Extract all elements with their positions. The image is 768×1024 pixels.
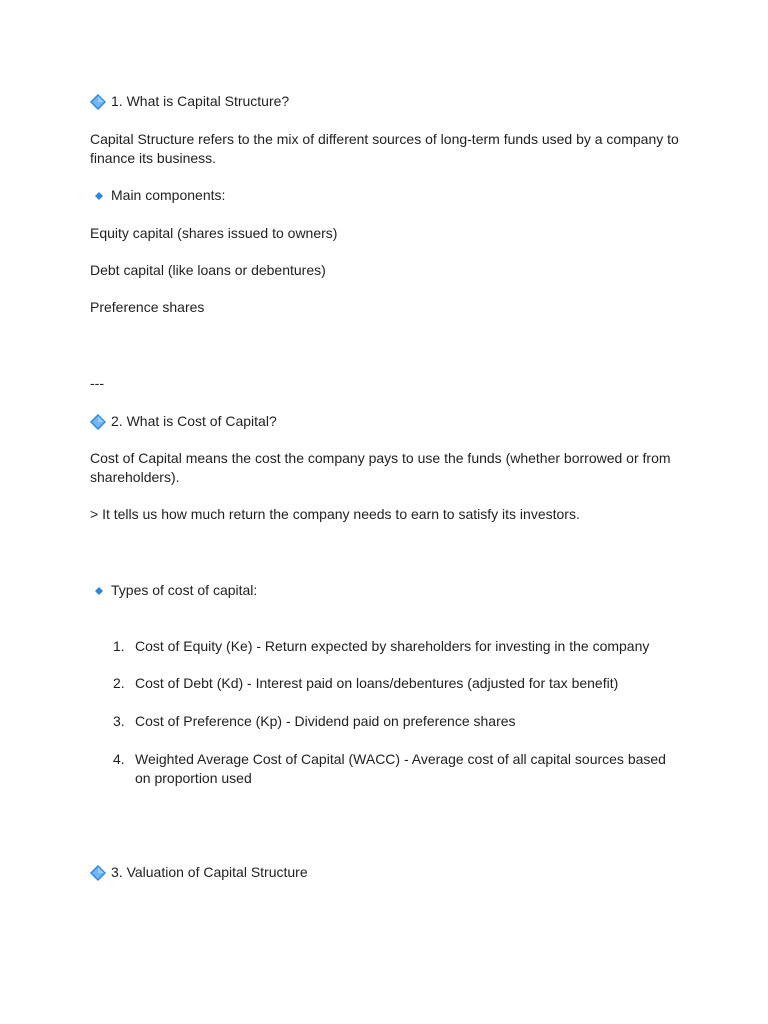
list-item-text: Cost of Equity (Ke) - Return expected by shareholders for investing in the company [135,638,650,654]
component-item: Preference shares [90,299,205,315]
section-1-subheading-text: Main components: [111,187,226,203]
section-3-heading [90,863,680,882]
section-3-heading-text: 3. Valuation of Capital Structure [111,864,308,880]
separator: --- [90,375,104,391]
list-item-number: 2. [113,675,125,691]
section-2-paragraph: Cost of Capital means the cost the company pays to use the funds (whether borrowed or from shareholders). [90,450,671,485]
section-1-heading [90,92,680,111]
list-item [90,674,680,693]
component-item: Debt capital (like loans or debentures) [90,262,326,278]
large-blue-diamond-icon [90,94,106,110]
list-item [90,637,680,656]
list-item-number: 4. [113,751,125,767]
list-item-text: Cost of Preference (Kp) - Dividend paid on preference shares [135,713,516,729]
list-item-text: Weighted Average Cost of Capital (WACC) - Average cost of all capital sources based on proportion used [135,751,666,786]
section-2-subheading-text: Types of cost of capital: [111,582,258,598]
section-2-quote: > It tells us how much return the company needs to earn to satisfy its investors. [90,506,580,522]
list-item [90,712,680,731]
list-item-number: 3. [113,713,125,729]
small-blue-diamond-icon [90,190,106,202]
section-2-subheading [90,581,680,600]
section-1-paragraph: Capital Structure refers to the mix of different sources of long-term funds used by a company to finance its business. [90,131,679,166]
list-item-text: Cost of Debt (Kd) - Interest paid on loans/debentures (adjusted for tax benefit) [135,675,619,691]
component-item: Equity capital (shares issued to owners) [90,225,338,241]
section-1-heading-text: 1. What is Capital Structure? [111,93,290,109]
section-2-heading-text: 2. What is Cost of Capital? [111,413,277,429]
large-blue-diamond-icon [90,414,106,430]
document-page [90,0,680,1024]
list-item [90,750,680,788]
section-1-subheading [90,186,680,205]
large-blue-diamond-icon [90,865,106,881]
section-2-heading [90,412,680,431]
small-blue-diamond-icon [90,585,106,597]
list-item-number: 1. [113,638,125,654]
